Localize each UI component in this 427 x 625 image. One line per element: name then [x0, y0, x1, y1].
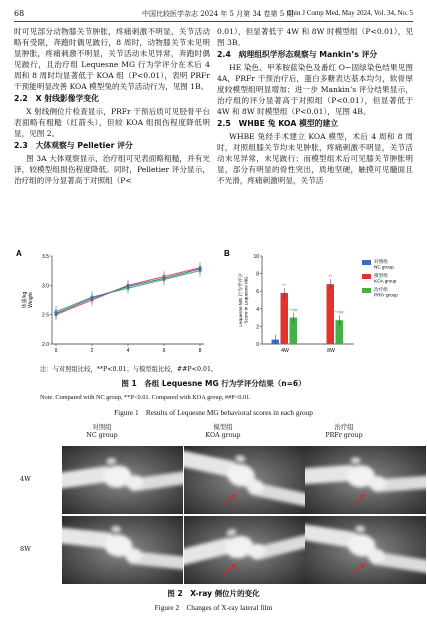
data-point [54, 312, 57, 315]
group-label-en: KOA group [205, 432, 241, 439]
y-tick-label: 0 [256, 342, 259, 348]
x-tick-label: 8 [198, 348, 202, 354]
data-point [162, 277, 165, 280]
legend-label: 治疗组 PRFr group [374, 287, 398, 298]
xray-drawing [62, 516, 183, 584]
xray-image [184, 516, 305, 584]
figure-1-caption-en: Figure 1 Results of Lequesne MG behavioral scores in each group [114, 408, 313, 417]
weight-line-chart [21, 254, 204, 354]
xray-image [305, 446, 426, 514]
journal-title-en: Chin J Comp Med, May 2024, Vol. 34, No. 5 [286, 9, 413, 17]
paragraph: 0.01），但显著低于 4W 和 8W 时模型组（P<0.01），见图 3B。 [217, 27, 413, 47]
category-label: 4W [281, 348, 289, 354]
figure-1 [14, 248, 413, 360]
paragraph: 图 3A 大体观察显示，治疗组可见表面略粗糙，并有光泽，较模型组损伤程度降低。同时，Pelletier 评分显示，治疗组的评分显著高于对照组（P< [14, 154, 210, 185]
section-heading-2-5: 2.5 WHBE 兔 KOA 模型的建立 [217, 119, 339, 128]
xray-image [184, 446, 305, 514]
figure-1-caption-cn: 图 1 各组 Lequesne MG 行为学评分结果（n=6） [121, 379, 306, 388]
row-label-8w: 8W [20, 545, 31, 553]
section-heading-2-3: 2.3 大体观察与 Pelletier 评分 [14, 141, 133, 150]
y-axis-label: Lequesne MG 行为学评分Score in Lequesne MG [238, 273, 249, 327]
significance-label: **## [334, 310, 344, 316]
group-label-cn: 治疗组 [334, 424, 354, 431]
legend-swatch [362, 274, 371, 279]
y-tick-label: 8 [256, 271, 259, 278]
data-point [198, 267, 201, 270]
xray-image [305, 516, 426, 584]
left-column [14, 26, 210, 186]
journal-title-cn: 中国比较医学杂志 2024 年 5 月第 34 卷第 5 期 [142, 10, 294, 18]
y-tick-label: 2 [256, 324, 259, 331]
data-point [126, 285, 129, 288]
paragraph: 时可见部分动物膝关节肿胀，疼痛刺激不明显，关节活动略有受限，奔跑时偶见跛行，8 周时，动物膝关节未见明显肿胀，疼痛刺激不明显，关节活动未见异常，奔跑时偶见跛行，且治疗组 Lequesne MG 行为学评分在术后 4 周和 8 周时均显著低于 KOA 组（P<0.01），表明 PRFr 干预能明显改善 KOA 模型兔的关节活动行为，见图 1B。 [14, 27, 210, 91]
page-number: 68 [14, 9, 25, 18]
significance-label: **## [288, 307, 298, 313]
y-tick-label: 3.0 [42, 283, 49, 290]
bar [327, 284, 335, 344]
y-tick-label: 10 [253, 254, 259, 260]
y-tick-label: 2.5 [42, 312, 49, 319]
y-tick-label: 2.0 [42, 342, 49, 348]
group-label-en: PRFr group [325, 432, 363, 439]
y-axis-label: 体重/kgWeight [22, 291, 34, 309]
xray-drawing [184, 446, 305, 514]
y-tick-label: 3.5 [42, 254, 49, 260]
figure-2-caption-en: Figure 2 Changes of X-ray lateral film [154, 603, 273, 612]
paragraph: X 射线侧位片检查显示，PRFr 干预后质可见胫骨平台表面略有粗糙（红箭头），但较 KOA 组损伤程度降低明显，见图 2。 [14, 107, 210, 138]
xray-drawing [184, 516, 305, 584]
xray-drawing [305, 446, 426, 514]
legend-swatch [362, 260, 371, 265]
paragraph: HE 染色、甲苯胺蓝染色及番红 O−固绿染色结果见图 4A，PRFr 干预治疗后，蛋白多糖表达基本均匀，软骨厚度较模型组明显增加；进一步 Mankin’s 评分结果显示，治疗组的评分显著高于对照组（P<0.01），但显著低于 4W 和 8W 时模型组（P<0.01），见图 4B。 [217, 63, 413, 116]
row-label-4w: 4W [20, 475, 31, 483]
group-label-en: NC group [86, 432, 118, 439]
group-label-koa [183, 424, 263, 440]
page-header [14, 8, 413, 22]
x-tick-label: 6 [162, 348, 166, 354]
y-tick-label: 6 [256, 289, 259, 296]
paragraph: WHBE 兔经手术建立 KOA 模型，术后 4 周和 8 周时，对照组膝关节均未见肿胀，疼痛刺激不明显，关节活动未见异常，未见跛行；而模型组术后可见膝关节肿胀明显，部分有明显的骨性突出，质地坚硬，触摸可见髓面且不光滑，疼痛刺激明显，关节活 [217, 132, 413, 185]
section-heading-2-2: 2.2 X 射线影像学变化 [14, 94, 99, 103]
group-label-cn: 模型组 [213, 424, 233, 431]
legend-label: 模型组 KOA group [374, 273, 397, 284]
significance-label: ** [328, 274, 333, 280]
xray-drawing [305, 516, 426, 584]
lequesne-bar-chart [237, 254, 398, 354]
panel-label-b: B [224, 249, 230, 258]
xray-image [62, 516, 183, 584]
bar [281, 293, 289, 344]
group-label-cn: 对照组 [92, 424, 112, 431]
category-label: 8W [327, 348, 335, 354]
data-point [90, 297, 93, 300]
legend-label: 对照组 NC group [374, 259, 394, 270]
x-tick-label: 4 [126, 348, 130, 354]
figure-1-note-en: Note. Compared with NC group, **P<0.01. Compared with KOA group, ##P<0.01. [40, 394, 251, 401]
group-label-nc [62, 424, 142, 440]
x-tick-label: 0 [54, 348, 58, 354]
panel-label-a: A [16, 249, 22, 258]
legend-swatch [362, 288, 371, 293]
xray-drawing [62, 446, 183, 514]
figure-1-note: 注：与对照组比较，**P<0.01；与模型组比较，##P<0.01。 [40, 366, 218, 373]
xray-image [62, 446, 183, 514]
section-heading-2-4: 2.4 病理组织学形态观察与 Mankin’s 评分 [217, 50, 378, 59]
right-column [217, 26, 413, 186]
y-tick-label: 4 [256, 306, 259, 313]
significance-label: ** [282, 282, 287, 288]
x-tick-label: 2 [90, 348, 94, 354]
figure-2-caption-cn: 图 2 X-ray 侧位片的变化 [167, 589, 260, 598]
group-label-prfr [304, 424, 384, 440]
figure-1-charts [14, 248, 413, 360]
